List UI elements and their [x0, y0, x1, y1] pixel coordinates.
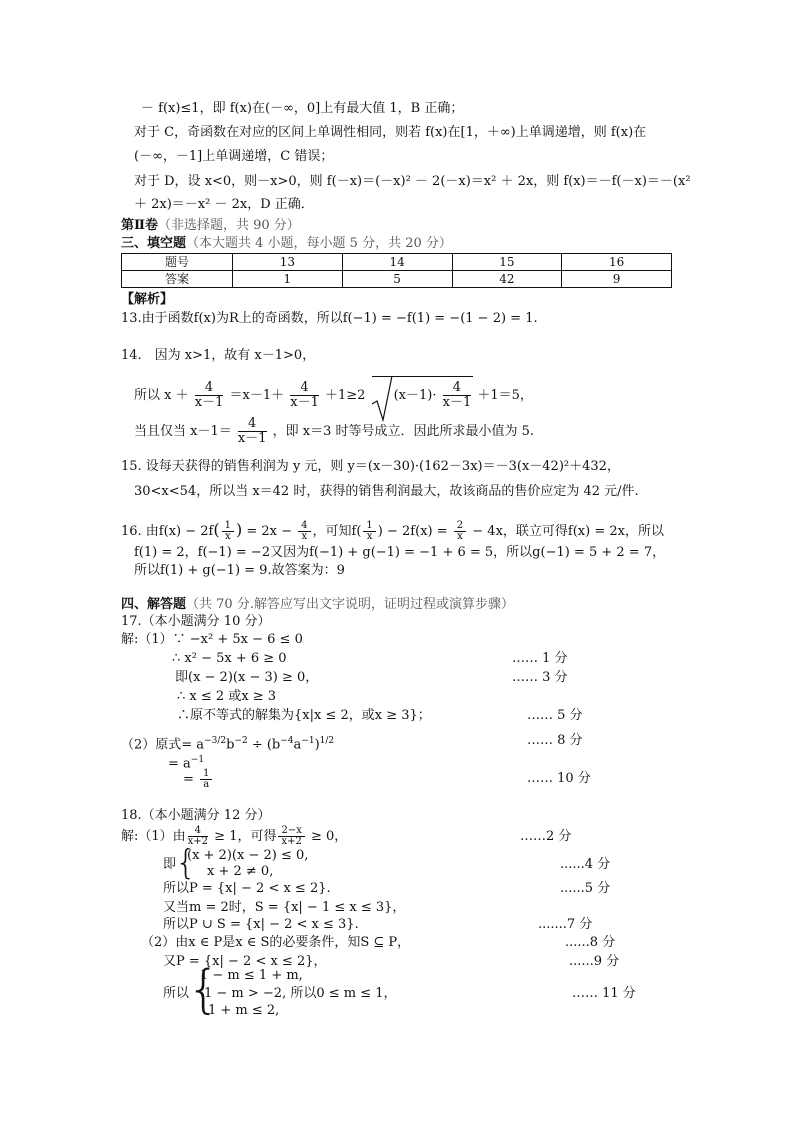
sqrt-expression [372, 376, 474, 415]
system-row: 1 + m ≤ 2, [208, 1003, 280, 1018]
q17-line [121, 733, 334, 753]
q18-line: 又P = {x| − 2 < x ≤ 2}， [163, 954, 327, 969]
q17-line: ∴ x² − 5x + 6 ≥ 0 [172, 651, 287, 666]
denominator: x+2 [281, 836, 302, 847]
text: 解:（1）由 [121, 829, 186, 844]
denominator: x [301, 531, 308, 542]
text: = [183, 772, 194, 787]
q17-line: 解:（1）∵ −x² + 5x − 6 ≤ 0 [121, 632, 303, 647]
score-mark: …… 5 分 [527, 708, 583, 723]
score-mark: ......5 分 [560, 881, 611, 896]
section-heading [121, 218, 300, 234]
score-mark: …… 1 分 [512, 651, 568, 666]
text: ，即 x＝3 时等号成立．因此所求最小值为 5. [272, 424, 535, 439]
text: (x－1)· [393, 388, 437, 403]
score-mark: …… 3 分 [512, 670, 568, 685]
q18-line: 又当m = 2时，S = {x| − 1 ≤ x ≤ 3}， [163, 900, 406, 915]
denominator: x－1 [442, 395, 472, 410]
fraction [278, 826, 304, 847]
numerator: 2−x [278, 826, 304, 837]
q18-line: 即 [163, 857, 177, 872]
text: 所以 x ＋ [134, 388, 189, 403]
text: （2）原式= a [121, 737, 205, 753]
q15-line: 15. 设每天获得的销售利润为 y 元，则 y＝(x－30)·(162－3x)＝－3(x－42)²＋432， [121, 459, 620, 474]
q16-line: 所以f(1) + g(−1) = 9.故答案为：9 [134, 563, 345, 578]
text: = 2x − [246, 524, 293, 539]
table-cell: 42 [452, 271, 562, 288]
text: ≥ 0， [306, 829, 348, 844]
text: = a [168, 756, 191, 772]
denominator: a [203, 779, 210, 790]
text: 1 − m > −2, [204, 986, 287, 1001]
q17-line: 即(x − 2)(x − 3) ≥ 0， [175, 670, 319, 685]
section-heading [121, 597, 514, 613]
table-cell: 9 [562, 271, 672, 288]
fraction [363, 521, 375, 542]
text: ＋1≥2 [325, 388, 366, 403]
exponent: −4 [280, 736, 294, 746]
numerator: 4 [298, 521, 310, 532]
exponent: −1 [190, 755, 205, 765]
system-row: (x + 2)(x − 2) ≤ 0, [187, 848, 309, 863]
numerator: 1 [363, 521, 375, 532]
text: ＋1＝5， [477, 388, 533, 403]
section-title: 第Ⅱ卷 [121, 218, 158, 233]
text: ÷ (b [247, 737, 281, 753]
text: 当且仅当 x－1＝ [134, 424, 232, 439]
q17-line [177, 689, 276, 705]
score-mark: …… 8 分 [527, 733, 583, 748]
text: ＝x－1＋ [229, 388, 285, 403]
denominator: x－1 [290, 395, 319, 410]
system-row: 1 − m ≤ 1 + m, [200, 968, 303, 983]
answer-table [121, 253, 672, 288]
numerator: 1 [200, 769, 212, 780]
table-cell: 13 [233, 254, 343, 271]
score-mark: ……2 分 [520, 829, 572, 844]
numerator: 4 [188, 826, 208, 837]
section-heading [121, 236, 452, 252]
brace-icon: { [187, 960, 221, 1020]
text: 所以0 ≤ m ≤ 1， [290, 986, 397, 1001]
q18-heading: 18.（本小题满分 12 分） [121, 808, 271, 823]
section-title: 三、填空题 [121, 236, 187, 251]
score-mark: ......9 分 [569, 954, 620, 969]
q14-line [134, 414, 534, 450]
table-cell: 1 [233, 271, 343, 288]
q16-line: 16. 由f(x) − 2f( $\frac{1}{x}$ ) = 2x − $\frac{4}{x}$ ，可知f( $\frac{1}{x}$ ) − 2f(x) = $\frac{2}{x}$ − 4x，联立可得f(x) = 2x，所以 [121, 520, 664, 542]
q17-heading: 17.（本小题满分 10 分） [121, 614, 271, 629]
exponent: 1/2 [319, 736, 335, 746]
fraction [454, 521, 466, 542]
denominator: x+2 [187, 836, 209, 847]
numerator: 4 [290, 381, 319, 396]
score-mark: .......7 分 [538, 917, 593, 932]
q18-line [121, 824, 347, 850]
section-note: （非选择题，共 90 分） [157, 218, 300, 233]
exponent: −3/2 [204, 736, 227, 746]
denominator: x－1 [194, 395, 224, 410]
text: 或x ≥ 3 [228, 689, 277, 704]
score-mark: ......4 分 [560, 857, 611, 872]
text: 16. 由f(x) − 2f [121, 524, 214, 539]
q18-line: 所以 [163, 986, 190, 1001]
text-line: ＋ 2x)＝－x² － 2x，D 正确． [134, 197, 314, 212]
denominator: x [366, 531, 373, 542]
text-line: － f(x)≤1，即 f(x)在(－∞，0]上有最大值 1，B 正确； [141, 101, 464, 116]
fraction [195, 381, 224, 410]
table-row [122, 254, 672, 271]
fraction [290, 381, 319, 410]
fraction [238, 417, 267, 446]
fraction [222, 521, 234, 542]
table-cell: 15 [452, 254, 562, 271]
fraction [298, 521, 310, 542]
table-header-cell: 答案 [122, 271, 233, 288]
text: ≥ 1，可得 [210, 829, 277, 844]
fraction [200, 769, 212, 790]
denominator: x－1 [237, 431, 267, 446]
text: − 4x，联立可得f(x) = 2x，所以 [472, 524, 664, 539]
text: ) [314, 737, 320, 753]
system-row: x + 2 ≠ 0, [207, 864, 274, 879]
q13-solution: 13.由于函数f(x)为R上的奇函数，所以f(−1) = −f(1) = −(1 − 2) = 1. [121, 311, 538, 326]
numerator: 4 [238, 417, 267, 432]
text: ∴ x ≤ 2 [177, 689, 225, 704]
exponent: −2 [234, 736, 248, 746]
text-line: 对于 C，奇函数在对应的区间上单调性相同，则若 f(x)在[1，＋∞)上单调递增，则 f(x)在 [134, 125, 647, 140]
section-note: （共 70 分.解答应写出文字说明，证明过程或演算步骤） [186, 597, 514, 612]
score-mark: ......8 分 [565, 935, 616, 950]
exponent: −1 [301, 736, 315, 746]
analysis-label: 【解析】 [121, 292, 174, 307]
q14-line: 14. 因为 x>1，故有 x－1>0， [121, 348, 316, 363]
fraction [443, 381, 472, 410]
text: b [226, 737, 235, 753]
section-title: 四、解答题 [121, 597, 187, 612]
numerator: 4 [443, 381, 472, 396]
q16-line: f(1) = 2，f(−1) = −2又因为f(−1) + g(−1) = −1 + 6 = 5，所以g(−1) = 5 + 2 = 7， [134, 545, 666, 560]
q18-line: （2）由x ∈ P是x ∈ S的必要条件，知S ⊆ P， [141, 935, 411, 950]
table-row [122, 271, 672, 288]
denominator: x [457, 531, 463, 542]
text: a [293, 737, 302, 753]
text-line: 对于 D，设 x<0，则－x>0，则 f(－x)＝(－x)² － 2(－x)＝x² ＋ 2x，则 f(x)＝－f(－x)＝－(x² [134, 174, 691, 189]
q18-line: 所以P = {x| − 2 < x ≤ 2}. [163, 881, 331, 896]
q17-line [183, 766, 214, 794]
system-row [204, 986, 397, 1002]
table-cell: 14 [342, 254, 452, 271]
score-mark: …… 10 分 [527, 771, 591, 786]
table-header-cell: 题号 [122, 254, 233, 271]
numerator: 4 [195, 381, 224, 396]
brace-icon: { [175, 843, 197, 883]
q17-line: ∴原不等式的解集为{x|x ≤ 2，或x ≥ 3}； [177, 708, 431, 723]
table-cell: 16 [562, 254, 672, 271]
numerator: 1 [222, 521, 234, 532]
text: ，可知f [312, 524, 357, 539]
denominator: x [224, 531, 231, 542]
section-note: （本大题共 4 小题，每小题 5 分，共 20 分） [186, 236, 452, 251]
text-line: (－∞，－1]上单调递增，C 错误； [134, 149, 334, 164]
score-mark: …… 11 分 [572, 986, 636, 1001]
numerator: 2 [454, 521, 466, 532]
q14-line [134, 376, 533, 415]
table-cell: 5 [342, 271, 452, 288]
text: − 2f(x) = [387, 524, 448, 539]
q15-line: 30<x<54，所以当 x＝42 时，获得的销售利润最大，故该商品的售价应定为 42 元/件. [134, 484, 639, 499]
q18-line: 所以P ∪ S = {x| − 2 < x ≤ 3}. [163, 917, 359, 932]
